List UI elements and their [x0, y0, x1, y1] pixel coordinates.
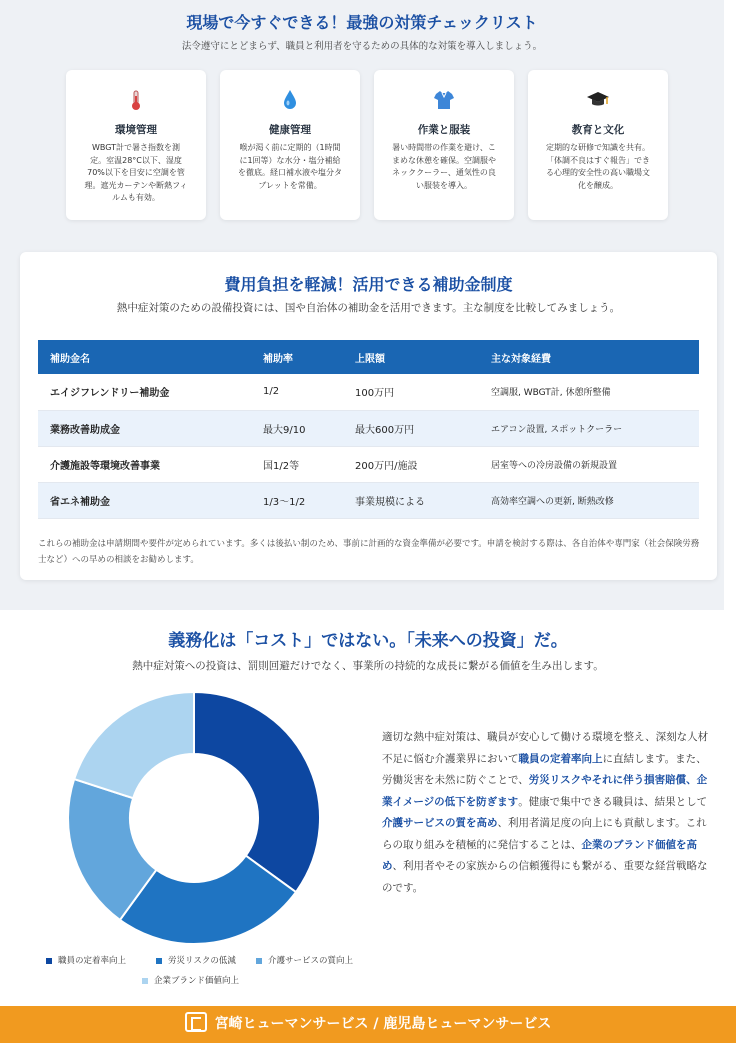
card-text: 喉が渇く前に定期的（1時間に1回等）な水分・塩分補給を徹底。経口補水液や塩分タブレットを常備。: [238, 143, 342, 190]
card-work-clothing: [374, 70, 514, 220]
subsidy-panel: [20, 252, 717, 580]
water-drop-icon: [220, 88, 360, 112]
table-cell: 業務改善助成金: [38, 410, 251, 446]
shirt-icon: [374, 88, 514, 112]
legend-label: 企業ブランド価値向上: [154, 976, 240, 986]
card-text: 定期的な研修で知識を共有。「体調不良はすぐ報告」できる心理的安全性の高い職場文化を醸成。: [546, 143, 650, 190]
table-row: [38, 410, 699, 446]
table-cell: エイジフレンドリー補助金: [38, 374, 251, 410]
legend-label: 労災リスクの低減: [168, 956, 236, 966]
investment-body-text: [382, 727, 710, 899]
checklist-subtitle: 法令遵守にとどまらず、職員と利用者を守るための具体的な対策を導入しましょう。: [181, 41, 543, 52]
table-cell: 居室等への冷房設備の新規設置: [479, 446, 699, 482]
graduation-cap-icon: [528, 88, 668, 112]
table-cell: 最大9/10: [251, 410, 343, 446]
table-row: [38, 482, 699, 518]
thermometer-icon: [66, 88, 206, 112]
donut-chart: [68, 692, 320, 944]
subsidy-table: [38, 340, 699, 519]
checklist-cards: [66, 70, 668, 220]
donut-slice-1: [194, 692, 320, 892]
subsidy-title: 費用負担を軽減！活用できる補助金制度: [224, 275, 513, 294]
column-header: 上限額: [343, 340, 479, 374]
table-cell: エアコン設置, スポットクーラー: [479, 410, 699, 446]
card-title: 作業と服装: [417, 124, 471, 136]
legend-item: [256, 954, 353, 966]
card-health: [220, 70, 360, 220]
table-row: [38, 446, 699, 482]
emphasis-text: 職員の定着率向上: [518, 752, 603, 765]
emphasis-text: 介護サービスの質を高め: [382, 817, 498, 829]
subsidy-note: これらの補助金は申請期間や要件が定められています。多くは後払い制のため、事前に計画的な資金準備が必要です。申請を検討する際は、各自治体や専門家（社会保険労務士など）への早めの相談をお勧めします。: [38, 539, 700, 565]
table-row: [38, 374, 699, 410]
table-cell: 1/3〜1/2: [251, 482, 343, 518]
legend-label: 介護サービスの質向上: [268, 956, 354, 966]
legend-item: [156, 954, 236, 966]
footer-text: 宮崎ヒューマンサービス / 鹿児島ヒューマンサービス: [214, 1016, 552, 1032]
legend-swatch: [46, 958, 52, 964]
investment-title: 義務化は「コスト」ではない。「未来への投資」だ。: [168, 631, 568, 651]
body-text: 適切な熱中症対策は、職員が安心して働ける環境を整え、深刻な人材不足に悩む介護業界において: [382, 731, 709, 765]
legend-item: [46, 954, 126, 966]
table-cell: 高効率空調への更新, 断熱改修: [479, 482, 699, 518]
subsidy-description: 熱中症対策のための設備投資には、国や自治体の補助金を活用できます。主な制度を比較してみましょう。: [116, 302, 621, 314]
card-education: [528, 70, 668, 220]
table-cell: 空調服, WBGT計, 休憩所整備: [479, 374, 699, 410]
investment-subtitle: 熱中症対策への投資は、罰則回避だけでなく、事業所の持続的な成長に繋がる価値を生み出します。: [132, 660, 604, 672]
table-cell: 国1/2等: [251, 446, 343, 482]
card-title: 教育と文化: [571, 124, 625, 136]
donut-slice-4: [74, 692, 194, 798]
card-title: 健康管理: [269, 124, 311, 136]
checklist-title: 現場で今すぐできる！最強の対策チェックリスト: [186, 13, 538, 32]
card-text: 暑い時間帯の作業を避け、こまめな休憩を確保。空調服やネッククーラー、通気性の良い服装を導入。: [392, 143, 496, 190]
legend-swatch: [142, 978, 148, 984]
column-header: 補助金名: [38, 340, 251, 374]
legend-swatch: [256, 958, 262, 964]
table-cell: 介護施設等環境改善事業: [38, 446, 251, 482]
card-environment: [66, 70, 206, 220]
table-cell: 省エネ補助金: [38, 482, 251, 518]
card-title: 環境管理: [115, 124, 157, 136]
body-text: 、利用者やその家族からの信頼獲得にも繋がる、重要な経営戦略なのです。: [382, 860, 708, 894]
column-header: 補助率: [251, 340, 343, 374]
column-header: 主な対象経費: [479, 340, 699, 374]
table-cell: 最大600万円: [343, 410, 479, 446]
table-cell: 100万円: [343, 374, 479, 410]
table-cell: 200万円/施設: [343, 446, 479, 482]
footer-bar: [0, 1006, 736, 1043]
body-text: に直結します。また、労働災害を未然に防ぐことで、: [382, 752, 707, 786]
legend-label: 職員の定着率向上: [58, 956, 127, 966]
table-cell: 事業規模による: [343, 482, 479, 518]
emphasis-text: 企業のブランド価値を高め: [382, 838, 697, 872]
company-logo-icon: [185, 1012, 207, 1032]
legend-item: [142, 974, 239, 986]
card-text: WBGT計で暑さ指数を測定。室温28°C以下、湿度70%以下を目安に空調を管理。遮光カーテンや断熱フィルムも有効。: [84, 143, 188, 202]
legend-swatch: [156, 958, 162, 964]
body-text: 。健康で集中できる職員は、結果として: [518, 795, 708, 808]
table-header-row: [38, 340, 699, 374]
table-cell: 1/2: [251, 374, 343, 410]
body-text: 、利用者満足度の向上にも貢献します。これらの取り組みを積極的に発信することは、: [382, 817, 707, 851]
emphasis-text: 労災リスクやそれに伴う損害賠償、企業イメージの低下を防ぎます: [382, 774, 708, 808]
